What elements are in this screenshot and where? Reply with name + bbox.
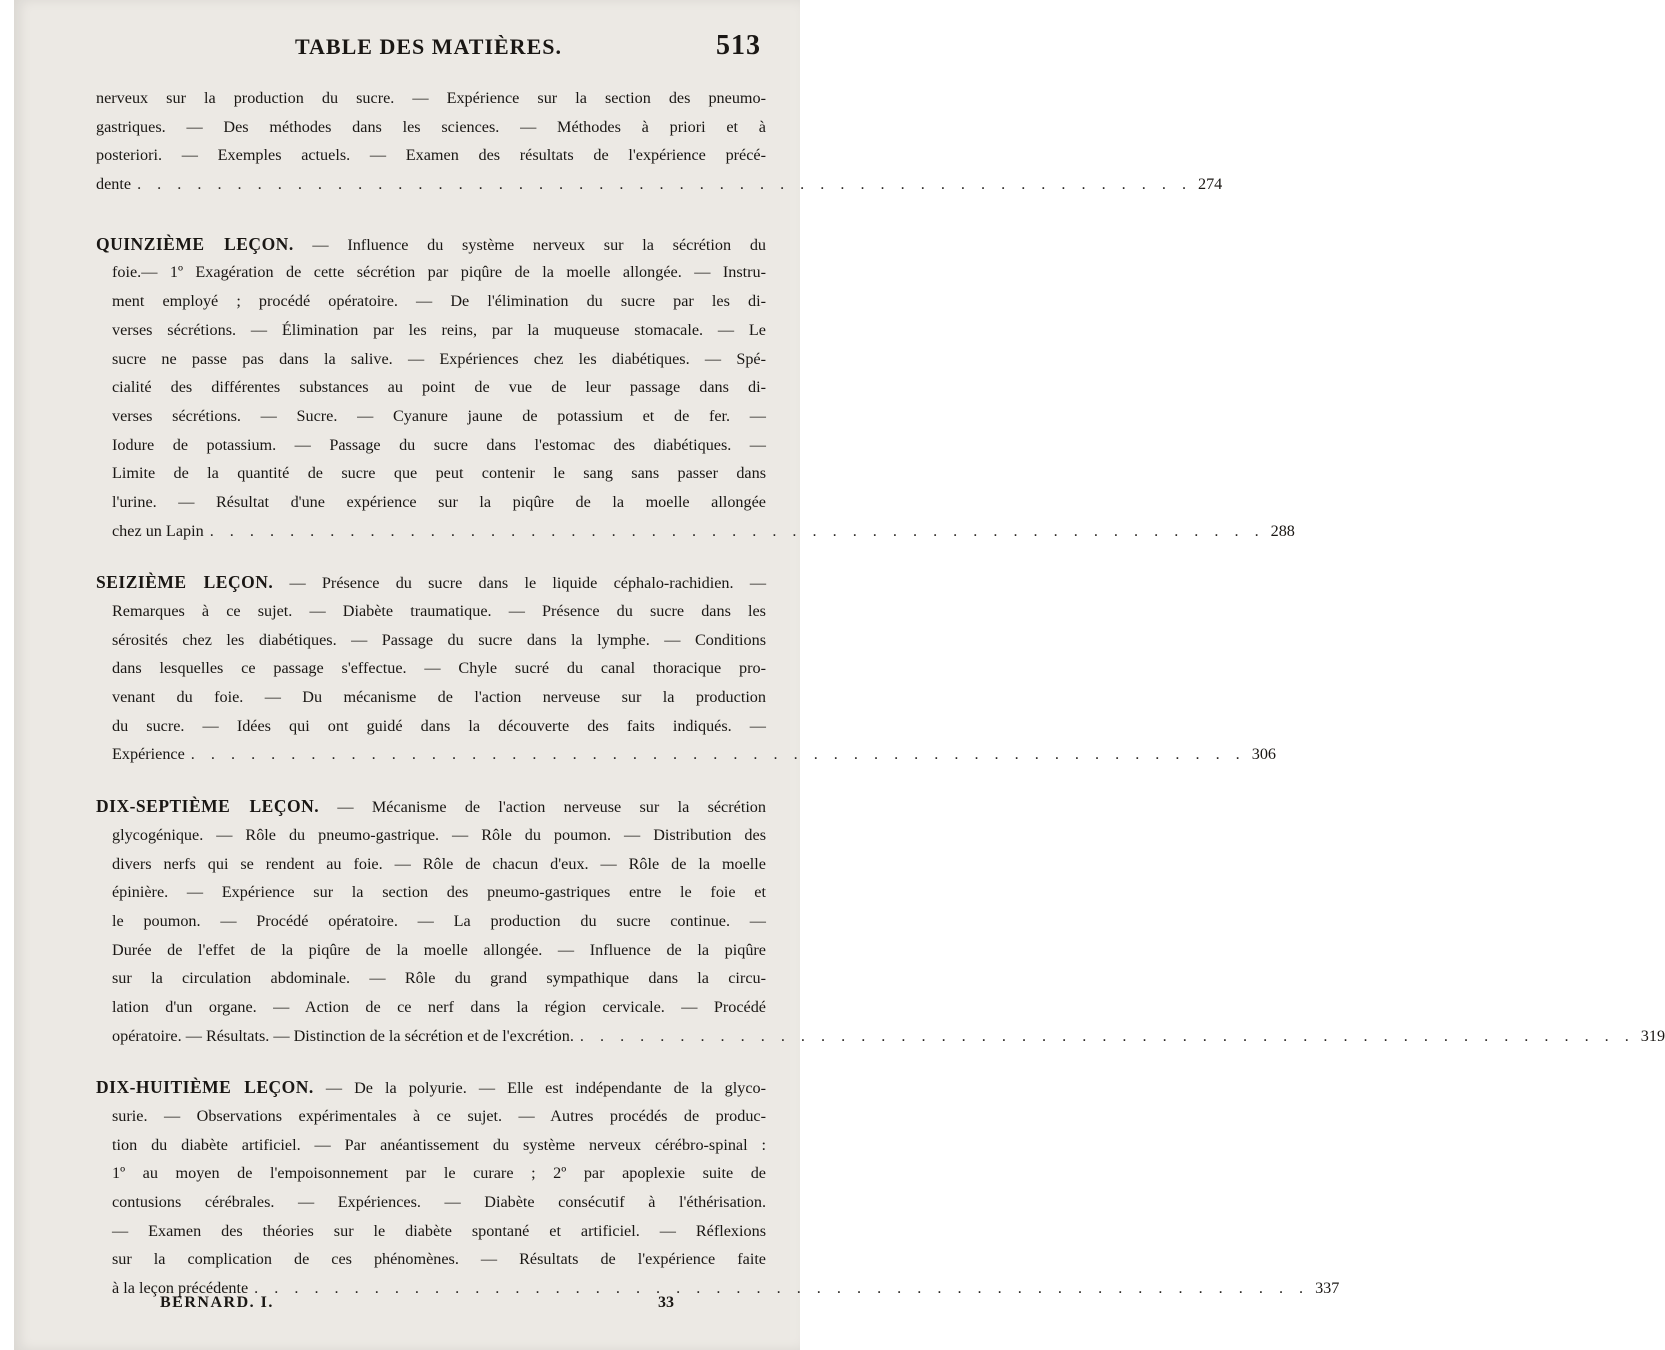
toc-line-text: — Influence du système nerveux sur la sécrétion du xyxy=(312,235,767,254)
toc-line-text: du sucre. — Idées qui ont guidé dans la découverte des faits indiqués. — xyxy=(112,716,766,735)
toc-line xyxy=(96,345,766,374)
toc-line-text: ment employé ; procédé opératoire. — De l'élimination du sucre par les di- xyxy=(112,292,766,311)
toc-line-text: — Mécanisme de l'action nerveuse sur la sécrétion xyxy=(337,798,766,817)
toc-line xyxy=(96,683,766,712)
lesson-heading: SEIZIÈME LEÇON. xyxy=(96,572,274,593)
toc-line-text: sucre ne passe pas dans la salive. — Expériences chez les diabétiques. — Spé- xyxy=(112,349,766,368)
dot-leader: . . . . . . . . . . . . . . . . . . . . . . . . . . . . . . . . . . . . . . . . . . . . . . . . . . . . . xyxy=(190,745,1246,764)
toc-line-text: nerveux sur la production du sucre. — Expérience sur la section des pneumo- xyxy=(96,89,766,107)
lesson-heading: DIX-SEPTIÈME LEÇON. xyxy=(96,796,320,817)
toc-entry xyxy=(96,230,1295,546)
toc-line-text: Limite de la quantité de sucre que peut contenir le sang sans passer dans xyxy=(112,464,766,483)
toc-entry xyxy=(96,84,1223,199)
toc-line xyxy=(96,459,766,488)
toc-line-text: dente xyxy=(96,175,132,194)
lesson-heading: QUINZIÈME LEÇON. xyxy=(96,233,294,254)
toc-line-text: cialité des différentes substances au point de vue de leur passage dans di- xyxy=(112,378,766,397)
toc-line xyxy=(96,597,766,626)
toc-line xyxy=(96,316,766,345)
toc-line xyxy=(96,1188,766,1217)
dot-leader: . . . . . . . . . . . . . . . . . . . . . . . . . . . . . . . . . . . . . . . . . . . . . . . . . . . . . xyxy=(579,1026,1635,1045)
toc-line-text: venant du foie. — Du mécanisme de l'action nerveuse sur la production xyxy=(112,688,766,707)
signature-mark: 33 xyxy=(658,1294,674,1311)
toc-line-text: Durée de l'effet de la piqûre de la moelle allongée. — Influence de la piqûre xyxy=(112,940,766,959)
toc-line xyxy=(96,850,766,879)
toc-line xyxy=(96,1131,766,1160)
toc-page-number: 319 xyxy=(1640,1026,1665,1045)
toc-line-text: l'urine. — Résultat d'une expérience sur la piqûre de la moelle allongée xyxy=(112,492,766,511)
toc-line xyxy=(96,792,766,821)
toc-line xyxy=(96,431,766,460)
toc-line-text: contusions cérébrales. — Expériences. — Diabète consécutif à l'éthérisation. xyxy=(112,1193,766,1212)
toc-line xyxy=(96,1073,766,1102)
toc-line xyxy=(96,878,766,907)
toc-line-text: 1º au moyen de l'empoisonnement par le curare ; 2º par apoplexie suite de xyxy=(112,1164,766,1183)
toc-line xyxy=(96,373,766,402)
toc-line xyxy=(96,821,766,850)
toc-line xyxy=(96,1217,766,1246)
toc-line xyxy=(96,907,766,936)
toc-line xyxy=(96,712,766,741)
toc-entry xyxy=(96,792,1665,1050)
toc-line xyxy=(96,936,766,965)
toc-line xyxy=(96,1159,766,1188)
toc-line xyxy=(96,993,766,1022)
dot-leader: . . . . . . . . . . . . . . . . . . . . . . . . . . . . . . . . . . . . . . . . . . . . . . . . . . . . . xyxy=(209,521,1265,540)
running-header xyxy=(95,30,765,68)
toc-page-number: 306 xyxy=(1251,745,1276,764)
toc-line-text: verses sécrétions. — Sucre. — Cyanure jaune de potassium et de fer. — xyxy=(112,406,766,425)
toc-line xyxy=(96,402,766,431)
toc-line xyxy=(96,488,766,517)
toc-last-line xyxy=(96,170,1223,199)
toc-line xyxy=(96,84,766,113)
toc-line-text: chez un Lapin xyxy=(112,521,204,540)
toc-line xyxy=(96,1245,766,1274)
toc-line-text: verses sécrétions. — Élimination par les reins, par la muqueuse stomacale. — Le xyxy=(112,320,766,339)
table-of-contents xyxy=(96,84,1665,1326)
toc-line xyxy=(96,626,766,655)
toc-line-text: Iodure de potassium. — Passage du sucre dans l'estomac des diabétiques. — xyxy=(112,435,766,454)
toc-line-text: le poumon. — Procédé opératoire. — La production du sucre continue. — xyxy=(112,911,766,930)
toc-line-text: gastriques. — Des méthodes dans les sciences. — Méthodes à priori et à xyxy=(96,117,766,136)
toc-line xyxy=(96,141,766,170)
toc-line-text: sur la circulation abdominale. — Rôle du grand sympathique dans la circu- xyxy=(112,969,766,988)
toc-line-text: Remarques à ce sujet. — Diabète traumatique. — Présence du sucre dans les xyxy=(112,602,766,620)
toc-line-text: tion du diabète artificiel. — Par anéantissement du système nerveux cérébro-spinal : xyxy=(112,1135,766,1154)
toc-line-text: glycogénique. — Rôle du pneumo-gastrique. — Rôle du poumon. — Distribution des xyxy=(112,825,766,844)
toc-last-line xyxy=(96,517,1295,546)
toc-page-number: 274 xyxy=(1197,175,1223,194)
toc-line xyxy=(96,258,766,287)
toc-line-text: opératoire. — Résultats. — Distinction de la sécrétion et de l'excrétion. xyxy=(112,1026,574,1045)
dot-leader: . . . . . . . . . . . . . . . . . . . . . . . . . . . . . . . . . . . . . . . . . . . . . . . . . . . . . xyxy=(137,175,1192,194)
toc-line-text: posteriori. — Exemples actuels. — Examen des résultats de l'expérience précé- xyxy=(96,146,766,165)
toc-line-text: épinière. — Expérience sur la section des pneumo-gastriques entre le foie et xyxy=(112,883,766,902)
toc-entry xyxy=(96,1073,1340,1303)
lesson-heading: DIX-HUITIÈME LEÇON. xyxy=(96,1077,314,1098)
toc-last-line xyxy=(96,1022,1665,1051)
toc-line xyxy=(96,230,766,259)
toc-line xyxy=(96,964,766,993)
toc-line-text: sur la complication de ces phénomènes. — Résultats de l'expérience faite xyxy=(112,1250,766,1269)
toc-line-text: divers nerfs qui se rendent au foie. — Rôle de chacun d'eux. — Rôle de la moelle xyxy=(112,854,766,873)
toc-line xyxy=(96,654,766,683)
toc-page-number: 337 xyxy=(1315,1279,1340,1298)
toc-page-number: 288 xyxy=(1270,521,1295,540)
dot-leader: . . . . . . . . . . . . . . . . . . . . . . . . . . . . . . . . . . . . . . . . . . . . . . . . . . . . . xyxy=(254,1279,1310,1298)
toc-line xyxy=(96,1102,766,1131)
toc-line xyxy=(96,113,766,142)
toc-line-text: — Examen des théories sur le diabète spontané et artificiel. — Réflexions xyxy=(112,1221,766,1240)
page-footer xyxy=(160,1294,680,1320)
running-title: TABLE DES MATIÈRES. xyxy=(295,34,562,59)
toc-last-line xyxy=(96,740,1276,769)
footer-author: BERNARD. I. xyxy=(160,1294,274,1311)
toc-line-text: foie.— 1º Exagération de cette sécrétion par piqûre de la moelle allongée. — Instru- xyxy=(112,263,766,282)
toc-line xyxy=(96,287,766,316)
toc-line-text: lation d'un organe. — Action de ce nerf dans la région cervicale. — Procédé xyxy=(112,997,766,1016)
toc-line-text: — Présence du sucre dans le liquide céphalo-rachidien. — xyxy=(289,574,767,593)
toc-line-text: à la leçon précédente xyxy=(112,1279,249,1298)
toc-line-text: Expérience xyxy=(112,745,185,764)
page-number: 513 xyxy=(716,30,761,61)
toc-line-text: dans lesquelles ce passage s'effectue. — Chyle sucré du canal thoracique pro- xyxy=(112,659,766,678)
toc-line xyxy=(96,568,766,597)
toc-entry xyxy=(96,568,1276,769)
toc-line-text: surie. — Observations expérimentales à ce sujet. — Autres procédés de produc- xyxy=(112,1107,766,1125)
toc-line-text: sérosités chez les diabétiques. — Passage du sucre dans la lymphe. — Conditions xyxy=(112,630,766,649)
toc-line-text: — De la polyurie. — Elle est indépendante de la glyco- xyxy=(325,1079,766,1098)
